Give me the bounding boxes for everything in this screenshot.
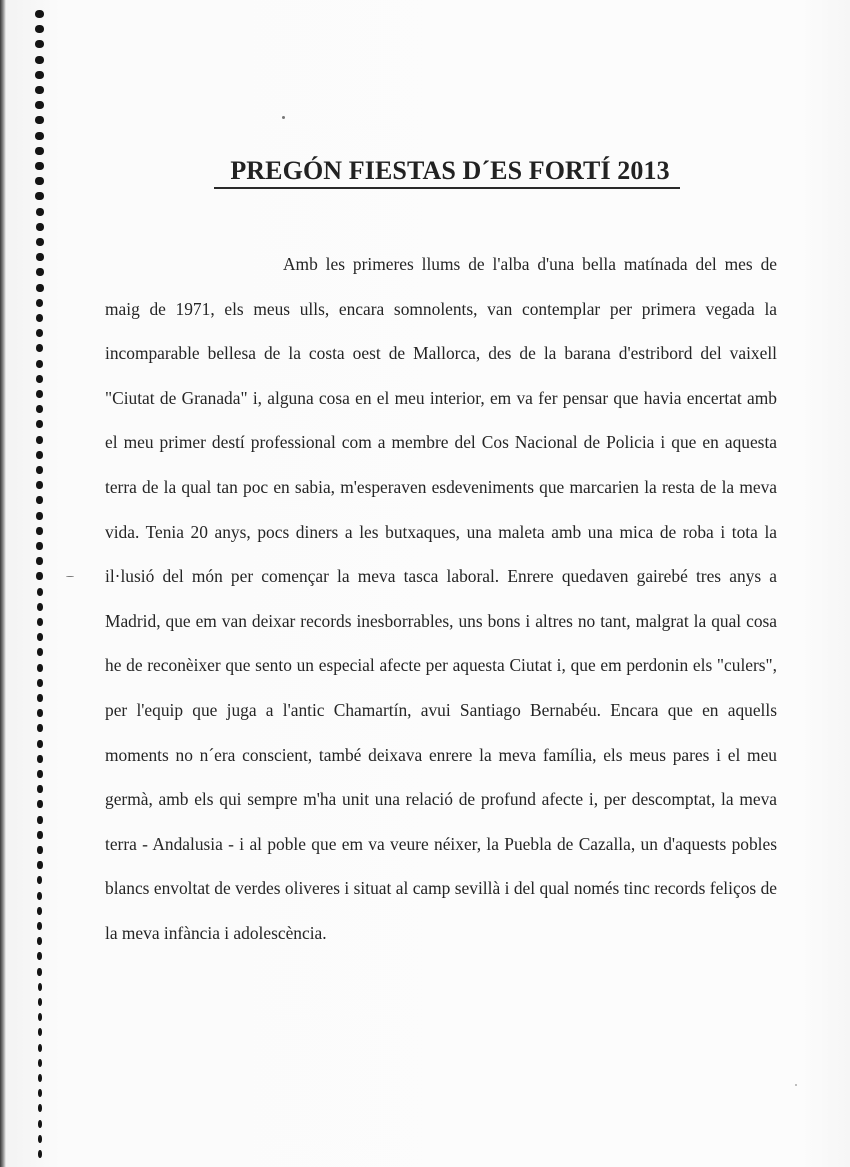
binding-hole bbox=[38, 1104, 42, 1112]
binding-hole bbox=[37, 633, 43, 641]
binding-hole bbox=[35, 25, 44, 33]
binding-hole bbox=[36, 284, 44, 292]
binding-hole bbox=[35, 147, 43, 155]
binding-hole bbox=[37, 770, 43, 778]
binding-hole bbox=[35, 40, 44, 48]
binding-hole bbox=[38, 1089, 42, 1097]
binding-hole bbox=[38, 1135, 42, 1143]
document-title: PREGÓN FIESTAS D´ES FORTÍ 2013 bbox=[230, 156, 670, 185]
binding-hole bbox=[37, 907, 42, 915]
binding-hole bbox=[36, 390, 43, 398]
binding-hole bbox=[37, 603, 43, 611]
binding-hole bbox=[36, 208, 44, 216]
binding-hole bbox=[36, 557, 43, 565]
binding-hole bbox=[36, 238, 44, 246]
binding-hole bbox=[35, 116, 44, 124]
binding-hole bbox=[35, 56, 44, 64]
binding-hole bbox=[36, 344, 44, 352]
binding-hole bbox=[37, 694, 43, 702]
binding-hole bbox=[36, 466, 43, 474]
scan-speck bbox=[795, 1084, 797, 1086]
title-underline bbox=[214, 187, 680, 189]
binding-hole bbox=[36, 512, 43, 520]
binding-hole bbox=[37, 816, 43, 824]
binding-hole bbox=[37, 618, 43, 626]
binding-hole bbox=[37, 709, 43, 717]
binding-hole bbox=[37, 892, 42, 900]
binding-hole bbox=[36, 527, 43, 535]
binding-hole bbox=[37, 785, 43, 793]
binding-hole bbox=[37, 922, 42, 930]
binding-hole bbox=[35, 192, 43, 200]
binding-hole bbox=[38, 1013, 43, 1021]
binding-hole bbox=[37, 876, 42, 884]
binding-hole bbox=[38, 1044, 43, 1052]
document-body-paragraph: Amb les primeres llums de l'alba d'una bella matínada del mes de maig de 1971, els meus ulls, encara somnolents, van contemplar per primera vegada la incomparable bellesa de la costa oest de Mallorca, des de la barana d'estribord del vaixell "Ciutat de Granada" i, alguna cosa en el meu interior, em va fer pensar que havia encertat amb el meu primer destí professional com a membre del Cos Nacional de Policia i que en aquesta terra de la qual tan poc en sabia, m'esperaven esdeveniments que marcarien la resta de la meva vida. Tenia 20 anys, pocs diners a les butxaques, una maleta amb una mica de roba i tota la il·lusió del món per començar la meva tasca laboral. Enrere quedaven gairebé tres anys a Madrid, que em van deixar records inesborrables, uns bons i altres no tant, malgrat la qual cosa he de reconèixer que sento un especial afecte per aquesta Ciutat i, que em perdonin els "culers", per l'equip que juga a l'antic Chamartín, avui Santiago Bernabéu. Encara que en aquells moments no n´era conscient, també deixava enrere la meva família, els meus pares i el meu germà, amb els qui sempre m'ha unit una relació de profund afecte i, per descomptat, la meva terra - Andalusia - i al poble que em va veure néixer, la Puebla de Cazalla, un d'aquests pobles blancs envoltat de verdes oliveres i situat al camp sevillà i del qual només tinc records feliços de la meva infància i adolescència. bbox=[105, 254, 777, 943]
binding-hole bbox=[37, 755, 43, 763]
binding-hole bbox=[38, 983, 43, 991]
binding-hole bbox=[36, 299, 44, 307]
binding-hole bbox=[37, 937, 42, 945]
binding-hole bbox=[36, 436, 43, 444]
binding-hole bbox=[38, 1120, 42, 1128]
binding-hole bbox=[37, 861, 42, 869]
binding-hole bbox=[36, 481, 43, 489]
scan-speck bbox=[66, 576, 74, 577]
binding-hole bbox=[37, 664, 43, 672]
binding-hole bbox=[37, 648, 43, 656]
binding-hole bbox=[36, 223, 44, 231]
binding-hole bbox=[35, 71, 44, 79]
binding-hole bbox=[35, 10, 44, 18]
binding-hole bbox=[38, 1028, 43, 1036]
scan-speck bbox=[282, 116, 285, 119]
binding-hole bbox=[36, 542, 43, 550]
binding-hole bbox=[35, 86, 44, 94]
binding-hole bbox=[37, 679, 43, 687]
binding-hole bbox=[38, 998, 43, 1006]
binding-hole bbox=[37, 831, 42, 839]
binding-hole bbox=[37, 846, 42, 854]
binding-hole bbox=[38, 1150, 42, 1158]
binding-hole bbox=[36, 314, 44, 322]
binding-hole bbox=[37, 800, 43, 808]
binding-hole bbox=[37, 724, 43, 732]
binding-hole bbox=[36, 360, 43, 368]
binding-hole bbox=[36, 375, 43, 383]
binding-hole bbox=[36, 405, 43, 413]
binding-hole bbox=[37, 952, 42, 960]
binding-hole bbox=[36, 420, 43, 428]
binding-hole bbox=[35, 132, 43, 140]
binding-hole bbox=[36, 268, 44, 276]
binding-hole bbox=[36, 572, 43, 580]
binding-hole bbox=[36, 451, 43, 459]
binding-hole bbox=[36, 253, 44, 261]
binding-hole bbox=[37, 968, 42, 976]
binding-hole bbox=[37, 588, 43, 596]
binding-hole bbox=[36, 329, 44, 337]
binding-hole bbox=[38, 1059, 42, 1067]
binding-hole bbox=[36, 496, 43, 504]
binding-hole bbox=[35, 101, 44, 109]
binding-hole bbox=[38, 1074, 42, 1082]
binding-hole bbox=[37, 740, 43, 748]
